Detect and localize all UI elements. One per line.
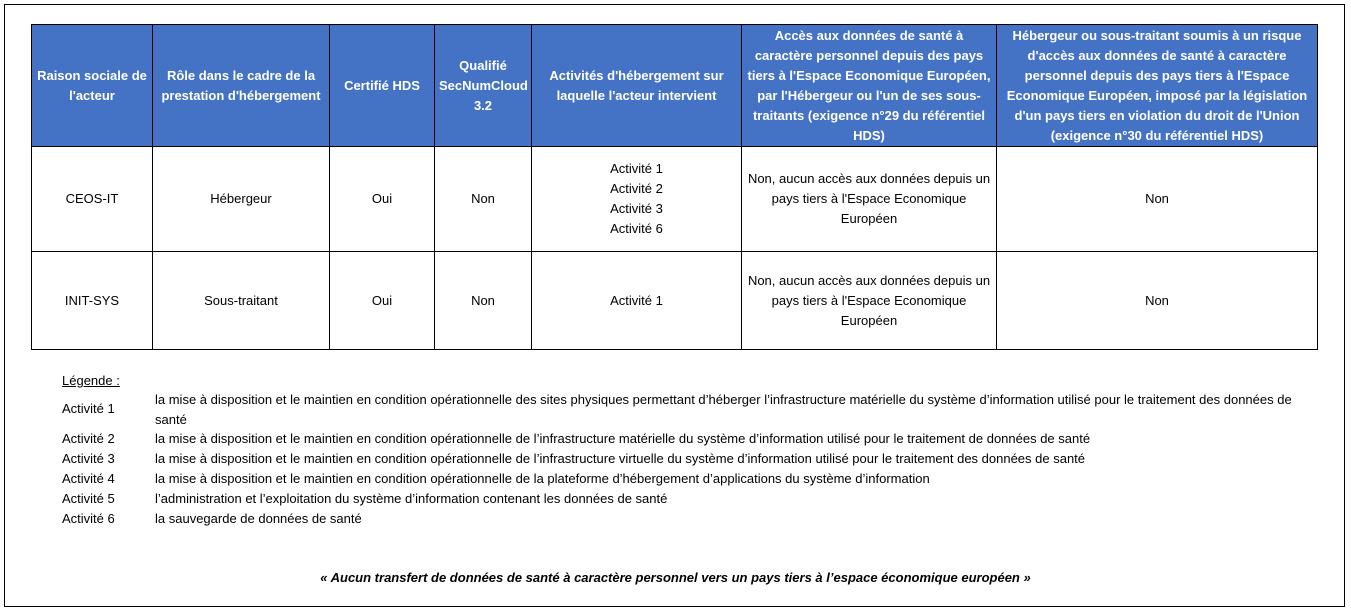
legend-key: Activité 1 <box>62 401 115 416</box>
cell-activities <box>532 147 742 252</box>
legend-key: Activité 5 <box>62 491 115 506</box>
legend-text: la mise à disposition et le maintien en condition opérationnelle des sites physiques permettant d’héberger l’infrastructure matérielle du système d’information utilisé pour le traitement des données de santé <box>155 392 1292 427</box>
cell-company-name: CEOS-IT <box>32 147 153 252</box>
legend-key: Activité 3 <box>62 451 115 466</box>
legend-text: la sauvegarde de données de santé <box>155 511 362 526</box>
cell-third-country-access: Non, aucun accès aux données depuis un pays tiers à l'Espace Economique Européen <box>742 252 997 350</box>
cell-company-name: INIT-SYS <box>32 252 153 350</box>
cell-hds-certified: Oui <box>330 252 435 350</box>
legend-text: la mise à disposition et le maintien en condition opérationnelle de la plateforme d’hébergement d’applications du système d’information <box>155 471 930 486</box>
activity-item: Activité 1 <box>610 292 663 308</box>
header-third-country-risk: Hébergeur ou sous-traitant soumis à un risque d'accès aux données de santé à caractère personnel depuis des pays tiers à l'Espace Economique Européen, imposé par la législation d'un pays tiers en violation du droit de l'Union (exigence n°30 du référentiel HDS) <box>997 25 1318 147</box>
cell-secnumcloud: Non <box>435 147 532 252</box>
cell-role: Sous-traitant <box>153 252 330 350</box>
activity-item: Activité 3 <box>610 201 663 216</box>
activity-item: Activité 2 <box>610 181 663 196</box>
activity-item: Activité 1 <box>610 161 663 176</box>
header-role: Rôle dans le cadre de la prestation d'hébergement <box>153 25 330 147</box>
legend-key: Activité 2 <box>62 431 115 446</box>
table-header-row <box>32 25 1318 147</box>
header-third-country-access: Accès aux données de santé à caractère personnel depuis des pays tiers à l'Espace Economique Européen, par l'Hébergeur ou l'un de ses sous-traitants (exigence n°29 du référentiel HDS) <box>742 25 997 147</box>
header-secnumcloud: Qualifié SecNumCloud 3.2 <box>435 25 532 147</box>
cell-secnumcloud: Non <box>435 252 532 350</box>
cell-third-country-risk: Non <box>997 252 1318 350</box>
legend-text: la mise à disposition et le maintien en condition opérationnelle de l’infrastructure virtuelle du système d’information utilisé pour le traitement des données de santé <box>155 451 1086 466</box>
cell-third-country-risk: Non <box>997 147 1318 252</box>
header-hds-certified: Certifié HDS <box>330 25 435 147</box>
cell-role: Hébergeur <box>153 147 330 252</box>
table-row <box>32 147 1318 252</box>
legend-text: la mise à disposition et le maintien en condition opérationnelle de l’infrastructure matérielle du système d’information utilisé pour le traitement de données de santé <box>155 431 1091 446</box>
hosting-actors-table <box>31 24 1318 350</box>
footer-statement: « Aucun transfert de données de santé à caractère personnel vers un pays tiers à l’espace économique européen » <box>320 570 1031 585</box>
cell-hds-certified: Oui <box>330 147 435 252</box>
legend <box>62 372 1292 526</box>
activity-item: Activité 6 <box>610 221 663 236</box>
header-company-name: Raison sociale de l'acteur <box>32 25 153 147</box>
cell-third-country-access: Non, aucun accès aux données depuis un pays tiers à l'Espace Economique Européen <box>742 147 997 252</box>
cell-activities <box>532 252 742 350</box>
legend-key: Activité 6 <box>62 511 115 526</box>
table-row <box>32 252 1318 350</box>
legend-key: Activité 4 <box>62 471 115 486</box>
legend-text: l’administration et l’exploitation du système d’information contenant les données de santé <box>155 491 668 506</box>
legend-title: Légende : <box>62 373 120 388</box>
header-activities: Activités d'hébergement sur laquelle l'acteur intervient <box>532 25 742 147</box>
